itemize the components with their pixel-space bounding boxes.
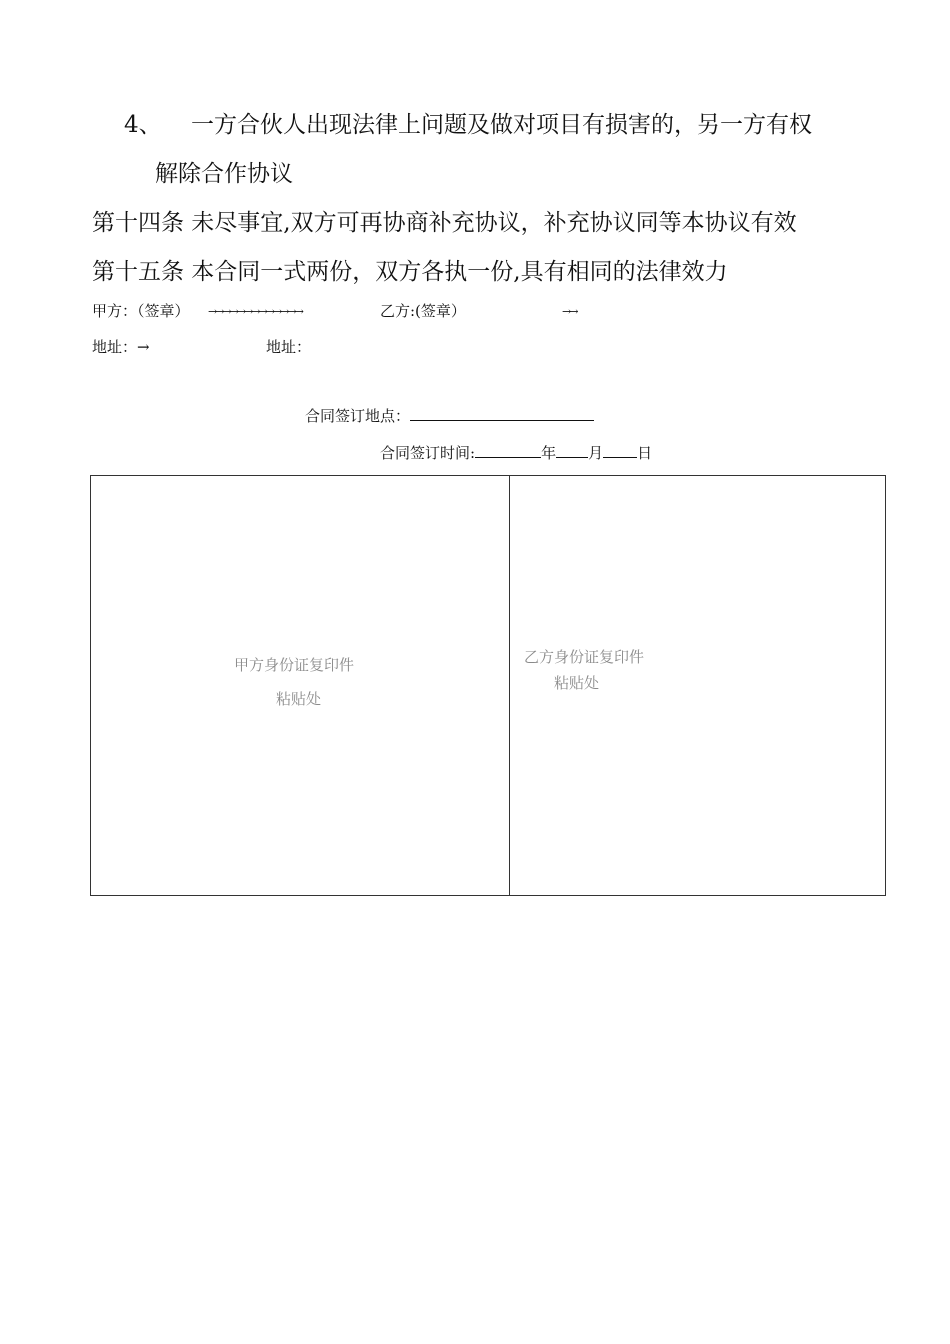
signing-time-label: 合同签订时间:: [380, 444, 476, 462]
article-15: 第十五条 本合同一式两份，双方各执一份,具有相同的法律效力: [92, 259, 728, 285]
signing-place-label: 合同签订地点：: [305, 407, 411, 425]
signing-year-blank[interactable]: [475, 443, 541, 458]
party-a-address-label: 地址：→: [92, 338, 150, 356]
clause-4-line-2: 解除合作协议: [155, 161, 293, 187]
article-14: 第十四条 未尽事宜,双方可再协商补充协议，补充协议同等本协议有效: [92, 210, 797, 236]
signing-place-blank[interactable]: [410, 406, 594, 421]
clause-4-line-1: 一方合伙人出现法律上问题及做对项目有损害的，另一方有权: [191, 112, 812, 138]
signing-day-label: 日: [637, 444, 653, 462]
party-a-id-placeholder-line-1: 甲方身份证复印件: [234, 656, 355, 674]
party-b-id-placeholder-line-2: 粘贴处: [554, 674, 600, 692]
signing-day-blank[interactable]: [603, 443, 637, 458]
party-b-signature-label: 乙方:(签章）: [380, 302, 466, 320]
party-b-address-label: 地址：: [266, 338, 312, 356]
signing-month-label: 月: [588, 444, 604, 462]
signing-time-row: [380, 443, 652, 463]
party-a-id-placeholder-line-2: 粘贴处: [276, 690, 322, 708]
signing-year-label: 年: [541, 444, 557, 462]
party-b-id-placeholder-line-1: 乙方身份证复印件: [524, 648, 645, 666]
signing-month-blank[interactable]: [556, 443, 588, 458]
id-copy-table-divider: [509, 476, 510, 895]
party-a-signature-label: 甲方：（签章）: [92, 302, 190, 320]
party-b-tab-arrows: →→: [562, 305, 577, 318]
party-a-tab-arrows: →→→→→→→→→→→→→: [208, 305, 302, 318]
clause-4-number: 4、: [124, 112, 162, 138]
id-copy-table: [90, 475, 886, 896]
signing-place-row: [305, 406, 594, 426]
